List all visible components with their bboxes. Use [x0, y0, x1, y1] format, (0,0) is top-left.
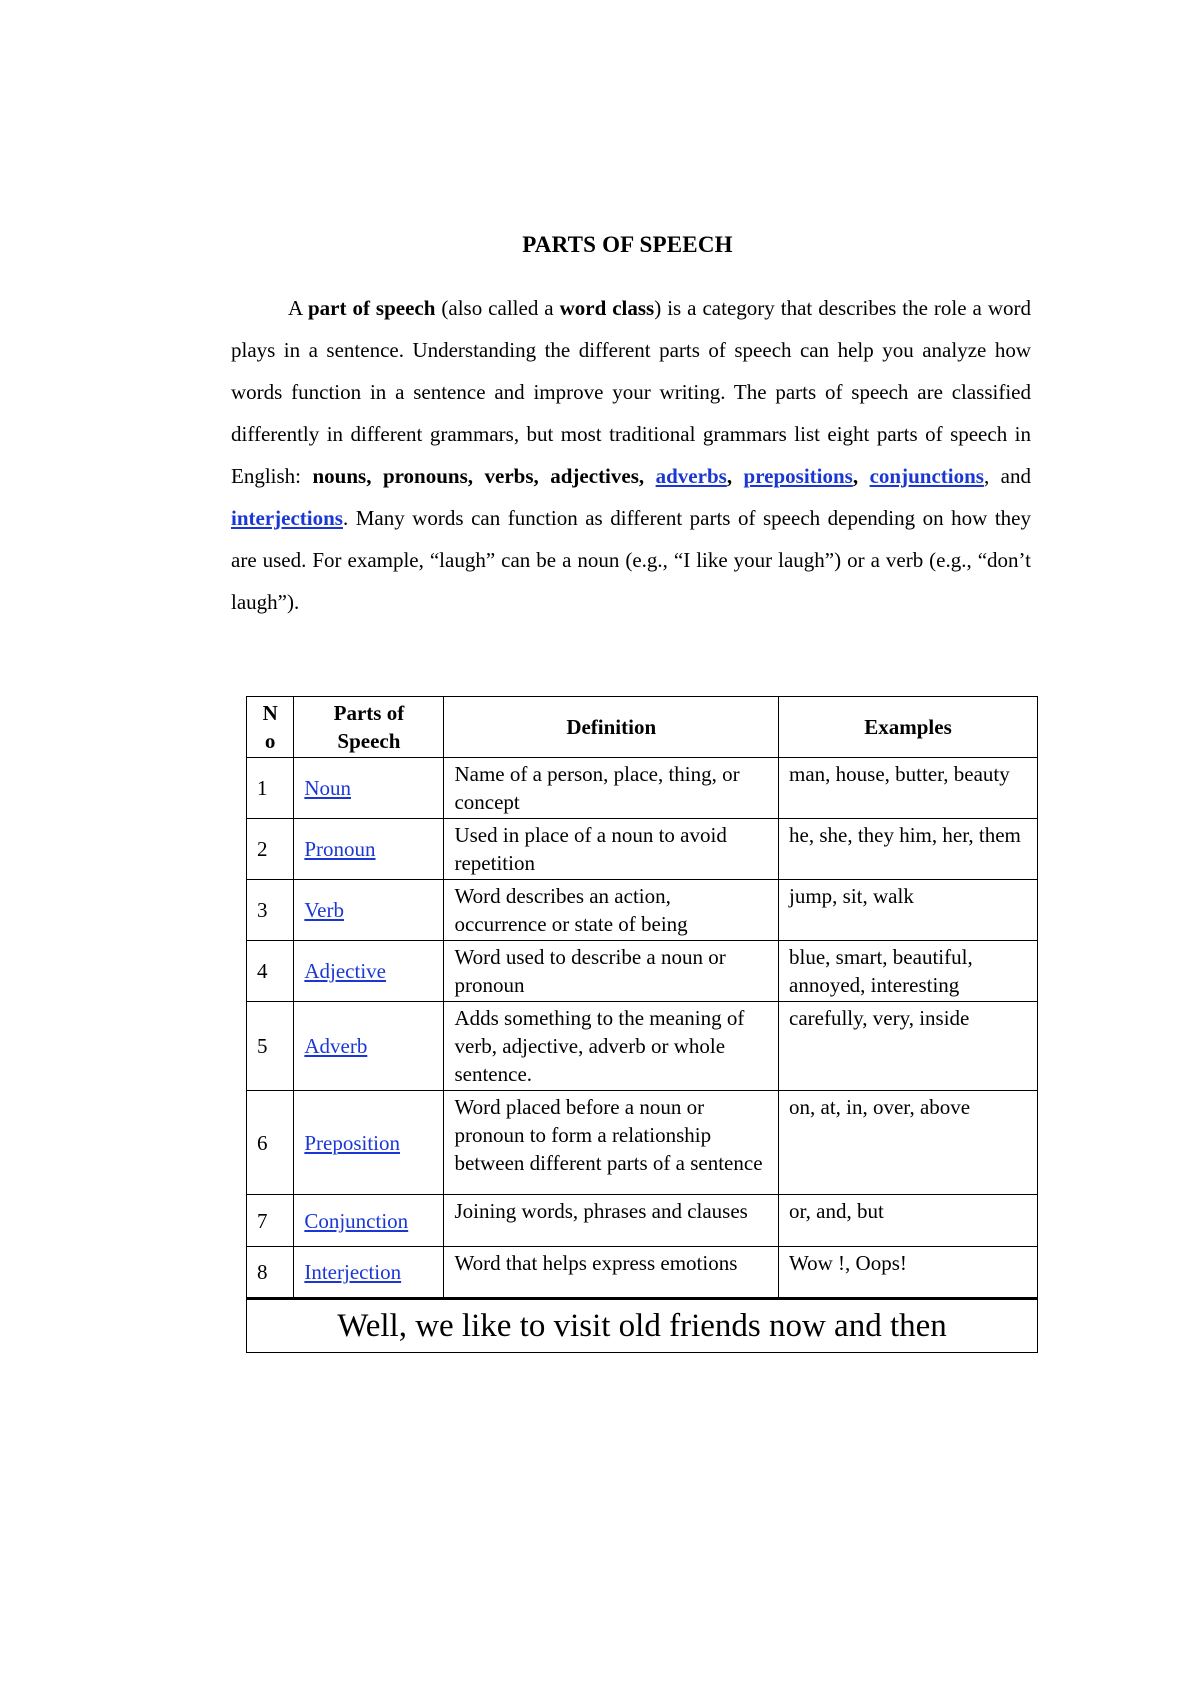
- row-examples: he, she, they him, her, them: [779, 819, 1038, 880]
- separator: ,: [366, 464, 383, 488]
- row-number: 7: [247, 1195, 294, 1247]
- header-part-line1: Parts of: [333, 701, 405, 725]
- row-examples: or, and, but: [779, 1195, 1038, 1247]
- header-part-line2: Speech: [337, 729, 401, 753]
- row-examples: jump, sit, walk: [779, 880, 1038, 941]
- row-examples: blue, smart, beautiful, annoyed, interesting: [779, 941, 1038, 1002]
- link-preposition[interactable]: Preposition: [304, 1130, 401, 1155]
- link-conjunction[interactable]: Conjunction: [304, 1208, 409, 1233]
- table-row: [247, 819, 1038, 880]
- row-part: [294, 1091, 444, 1195]
- row-part: [294, 819, 444, 880]
- link-adjective[interactable]: Adjective: [304, 959, 386, 983]
- header-no-line2: o: [264, 729, 276, 753]
- bold-term-adjectives: adjectives: [550, 464, 639, 488]
- row-definition: Name of a person, place, thing, or concept: [444, 758, 779, 819]
- link-adverb[interactable]: Adverb: [304, 1034, 368, 1058]
- header-definition: Definition: [444, 697, 779, 758]
- link-conjunctions[interactable]: conjunctions: [869, 464, 984, 488]
- table-row: [247, 1195, 1038, 1247]
- row-number: 6: [247, 1091, 294, 1195]
- row-definition: Word describes an action, occurrence or state of being: [444, 880, 779, 941]
- row-definition: Joining words, phrases and clauses: [444, 1195, 779, 1247]
- parts-of-speech-table: [246, 696, 1038, 1353]
- example-sentence-row: [247, 1299, 1038, 1353]
- row-number: 5: [247, 1002, 294, 1091]
- bold-term-verbs: verbs: [484, 464, 534, 488]
- table-row: [247, 1002, 1038, 1091]
- intro-text: ) is a category that describes the role a word plays in a sentence. Understanding the different parts of speech can help you analyze how words function in a sentence and improve your writing. The parts of speech are classified differently in different grammars, but most traditional grammars list eight parts of speech in English:: [231, 296, 1031, 488]
- table-row: [247, 941, 1038, 1002]
- intro-text: (also called a: [435, 296, 560, 320]
- separator: ,: [638, 464, 656, 488]
- row-part: [294, 1247, 444, 1299]
- row-number: 1: [247, 758, 294, 819]
- link-interjection[interactable]: Interjection: [304, 1260, 402, 1284]
- separator: , and: [983, 464, 1032, 488]
- page-title: PARTS OF SPEECH: [522, 232, 733, 257]
- row-part: [294, 880, 444, 941]
- row-part: [294, 758, 444, 819]
- row-definition: Word placed before a noun or pronoun to form a relationship between different parts of a sentence: [444, 1091, 779, 1195]
- table-row: [247, 1091, 1038, 1195]
- intro-text: . Many words can function as different parts of speech depending on how they are used. For example, “laugh” can be a noun (e.g., “I like your laugh”) or a verb (e.g., “don’t laugh”).: [231, 506, 1031, 614]
- link-adverbs[interactable]: adverbs: [655, 464, 727, 488]
- separator: ,: [852, 464, 870, 488]
- bold-term-pronouns: pronouns: [382, 464, 468, 488]
- row-definition: Word used to describe a noun or pronoun: [444, 941, 779, 1002]
- example-sentence: Well, we like to visit old friends now and then: [247, 1299, 1038, 1353]
- table-row: [247, 758, 1038, 819]
- bold-term-nouns: nouns: [312, 464, 367, 488]
- row-part: [294, 1195, 444, 1247]
- row-definition: Adds something to the meaning of verb, adjective, adverb or whole sentence.: [444, 1002, 779, 1091]
- bold-term-part-of-speech: part of speech: [307, 296, 436, 320]
- table-row: [247, 1247, 1038, 1299]
- intro-paragraph: [231, 287, 1031, 623]
- link-noun[interactable]: Noun: [304, 776, 352, 800]
- separator: ,: [467, 464, 485, 488]
- intro-text: A: [288, 296, 308, 320]
- header-no-line1: N: [262, 701, 278, 725]
- header-no: [247, 697, 294, 758]
- table-header-row: [247, 697, 1038, 758]
- row-examples: on, at, in, over, above: [779, 1091, 1038, 1195]
- row-examples: Wow !, Oops!: [779, 1247, 1038, 1299]
- link-prepositions[interactable]: prepositions: [743, 464, 853, 488]
- link-interjections[interactable]: interjections: [231, 506, 343, 530]
- row-number: 4: [247, 941, 294, 1002]
- separator: ,: [533, 464, 551, 488]
- row-examples: carefully, very, inside: [779, 1002, 1038, 1091]
- row-part: [294, 941, 444, 1002]
- row-examples: man, house, butter, beauty: [779, 758, 1038, 819]
- row-number: 2: [247, 819, 294, 880]
- separator: ,: [726, 464, 744, 488]
- link-verb[interactable]: Verb: [304, 898, 344, 922]
- row-definition: Word that helps express emotions: [444, 1247, 779, 1299]
- bold-term-word-class: word class: [559, 296, 655, 320]
- header-examples: Examples: [779, 697, 1038, 758]
- table-row: [247, 880, 1038, 941]
- header-part: [294, 697, 444, 758]
- row-number: 3: [247, 880, 294, 941]
- row-part: [294, 1002, 444, 1091]
- row-number: 8: [247, 1247, 294, 1299]
- row-definition: Used in place of a noun to avoid repetition: [444, 819, 779, 880]
- link-pronoun[interactable]: Pronoun: [304, 837, 376, 861]
